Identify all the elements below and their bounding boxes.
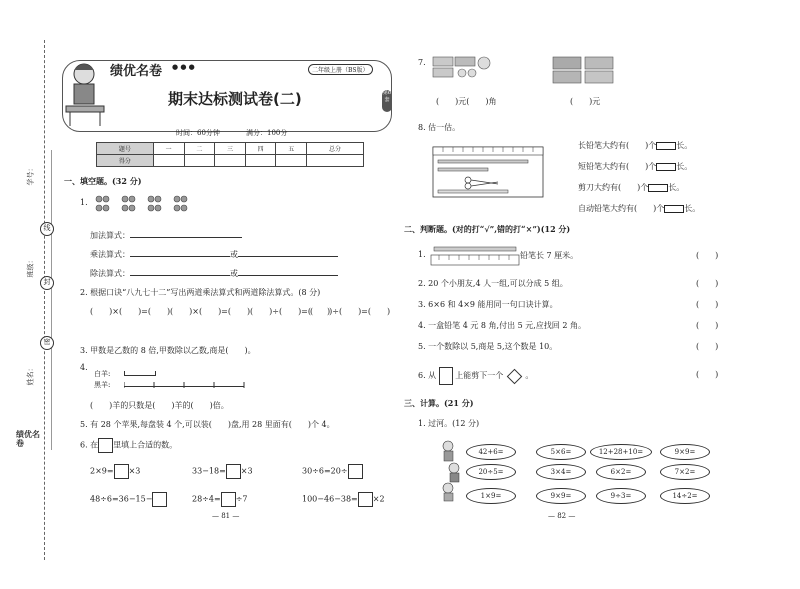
q1-division-blank-2[interactable] — [238, 275, 338, 276]
q2-div-blank-1[interactable]: ( )÷( )=( ) — [250, 307, 331, 316]
q1-or: 或 — [230, 269, 238, 278]
judge-ruler-picture — [430, 244, 520, 266]
q1-addition-row — [90, 230, 242, 241]
score-cell[interactable] — [245, 155, 276, 167]
section1-heading: 一、填空题。(32 分) — [64, 176, 142, 186]
q6-item-1-text: 2×9= — [90, 466, 114, 476]
river-stone[interactable]: 20÷5= — [466, 464, 516, 480]
q7-left-answer[interactable]: ( )元( )角 — [436, 97, 497, 106]
q8-item-4 — [578, 203, 700, 214]
q4-white-label: 白羊: — [94, 370, 111, 378]
page-number-right: — 82 — — [548, 512, 576, 520]
judge-item-5: 5. 一个数除以 5,商是 5,这个数是 10。 — [418, 342, 558, 351]
q6-post: 里填上合适的数。 — [113, 440, 178, 450]
class-label: 班级： — [26, 256, 35, 278]
page-title: 期末达标测试卷(二) — [168, 90, 302, 108]
exam-full-score: 满分：100分 — [246, 129, 288, 137]
q8-item-2-text: 短铅笔大约有( )个 — [578, 162, 657, 171]
river-stone[interactable]: 14÷2= — [660, 488, 710, 504]
score-cell[interactable] — [215, 155, 246, 167]
q8-item-4-text: 自动铅笔大约有( )个 — [578, 204, 665, 213]
judge-answer-1[interactable]: ( ) — [696, 251, 719, 260]
q4-black-label: 黑羊: — [94, 381, 111, 389]
q8-item-4-tail: 长。 — [684, 204, 701, 213]
judge-item-1 — [418, 250, 426, 259]
q8-item-2 — [578, 161, 692, 172]
section3-heading: 三、计算。(21 分) — [404, 398, 474, 408]
score-cell[interactable] — [276, 155, 307, 167]
q6-item-6 — [302, 492, 385, 507]
river-stone[interactable]: 12+28+10= — [590, 444, 652, 460]
q7-right-answer[interactable]: ( )元 — [570, 97, 601, 106]
score-header: 总分 — [307, 143, 364, 155]
q1-addition-blank[interactable] — [130, 237, 242, 238]
q7-money-right — [552, 56, 616, 84]
q8-item-3-text: 剪刀大约有( )个 — [578, 183, 649, 192]
q6-instruction — [80, 438, 177, 453]
q1-or: 或 — [230, 250, 238, 259]
river-children-illustration — [438, 438, 466, 502]
judge-answer-6[interactable]: ( ) — [696, 370, 719, 379]
q3-text: 3. 甲数是乙数的 8 倍,甲数除以乙数,商是( )。 — [80, 346, 256, 355]
q6-item-3-text: 30÷6=20÷ — [302, 466, 348, 476]
q6-answer-box[interactable] — [226, 464, 241, 479]
q6-answer-box[interactable] — [152, 492, 167, 507]
q8-unit-rect — [648, 184, 668, 192]
page-number-left: — 81 — — [212, 512, 240, 520]
q6-item-1-tail: ×3 — [128, 466, 141, 476]
q6-item-5 — [192, 492, 247, 507]
q2-mul-blank-1[interactable]: ( )×( )=( ) — [90, 307, 171, 316]
mascot-illustration — [62, 56, 110, 128]
score-header: 二 — [184, 143, 215, 155]
judge-item-4: 4. 一盒铅笔 4 元 8 角,付出 5 元,应找回 2 角。 — [418, 321, 586, 330]
q1-number: 1. — [80, 198, 88, 207]
q1-pictures — [94, 194, 204, 218]
name-label: 姓名： — [26, 364, 35, 386]
binding-mi-mark: 密 — [40, 336, 54, 350]
side-badge: 第6套 — [382, 90, 392, 112]
q6-item-4 — [90, 492, 167, 507]
q6-item-2-tail: ×3 — [240, 466, 253, 476]
q6-answer-box[interactable] — [221, 492, 236, 507]
q8-item-3-tail: 长。 — [668, 183, 685, 192]
q7-number: 7. — [418, 58, 426, 67]
judge-item-6-text: 6. 从 — [418, 371, 437, 380]
grade-tag: 二年级上册（BS版） — [308, 64, 373, 75]
judge-answer-3[interactable]: ( ) — [696, 300, 719, 309]
river-stone[interactable]: 3×4= — [536, 464, 586, 480]
judge-item-6 — [418, 367, 533, 385]
q1-multiplication-blank-1[interactable] — [130, 256, 230, 257]
binding-feng-mark: 封 — [40, 276, 54, 290]
q8-unit-rect — [664, 205, 684, 213]
judge-item-6-mid: 上能剪下一个 — [455, 371, 504, 380]
paper-shape-icon — [439, 367, 453, 385]
q6-box-sample — [98, 438, 113, 453]
q7-money-left — [432, 56, 494, 78]
judge-item-6-tail: 。 — [525, 371, 534, 380]
river-stone[interactable]: 7×2= — [660, 464, 710, 480]
q1-division-row — [90, 268, 338, 279]
river-stone[interactable]: 6×2= — [596, 464, 646, 480]
q1-multiplication-blank-2[interactable] — [238, 256, 338, 257]
diamond-icon — [507, 368, 523, 384]
q6-item-5-text: 28÷4= — [192, 494, 221, 504]
q6-item-2 — [192, 464, 253, 479]
score-header: 题号 — [97, 143, 154, 155]
binding-dashed-line — [44, 40, 45, 560]
q1-multiplication-row — [90, 249, 338, 260]
q2-mul-blank-2[interactable]: ( )×( )=( ) — [170, 307, 251, 316]
judge-answer-4[interactable]: ( ) — [696, 321, 719, 330]
header-logo: 绩优名卷 — [110, 64, 163, 79]
q8-item-2-tail: 长。 — [676, 162, 693, 171]
exam-time: 时间：60分钟 — [176, 129, 220, 137]
q1-division-label: 除法算式： — [90, 269, 130, 278]
q6-answer-box[interactable] — [114, 464, 129, 479]
q1-addition-label: 加法算式： — [90, 231, 130, 240]
q4-answer-text: ( )羊的只数是( )羊的( )倍。 — [90, 401, 229, 410]
score-header: 三 — [215, 143, 246, 155]
judge-answer-5[interactable]: ( ) — [696, 342, 719, 351]
q1-division-blank-1[interactable] — [130, 275, 230, 276]
score-cell[interactable] — [307, 155, 364, 167]
side-logo: 绩优名卷 — [16, 429, 40, 448]
river-stone[interactable]: 1×9= — [466, 488, 516, 504]
river-stone[interactable]: 9×9= — [536, 488, 586, 504]
q6-item-6-text: 100−46−38= — [302, 494, 358, 504]
section2-heading: 二、判断题。(对的打“√”,错的打“×”)(12 分) — [404, 224, 571, 234]
q6-item-3 — [302, 464, 363, 479]
river-stone[interactable]: 9÷3= — [596, 488, 646, 504]
q8-ruler-picture — [432, 146, 544, 198]
q8-item-1 — [578, 140, 692, 151]
q5-text: 5. 有 28 个苹果,每盘装 4 个,可以装( )盘,用 28 里面有( )个 4。 — [80, 420, 335, 429]
judge-item-2: 2. 20 个小朋友,4 人一组,可以分成 5 组。 — [418, 279, 568, 288]
q8-heading: 8. 估一估。 — [418, 123, 461, 132]
judge-answer-2[interactable]: ( ) — [696, 279, 719, 288]
score-header: 四 — [245, 143, 276, 155]
q8-unit-rect — [656, 163, 676, 171]
q4-black-bar — [124, 382, 244, 387]
q6-item-6-tail: ×2 — [372, 494, 385, 504]
river-stone[interactable]: 9×9= — [660, 444, 710, 460]
river-stone[interactable]: 5×6= — [536, 444, 586, 460]
q6-item-2-text: 33−18= — [192, 466, 226, 476]
q2-div-blank-2[interactable]: ( )÷( )=( ) — [310, 307, 391, 316]
q6-answer-box[interactable] — [358, 492, 373, 507]
judge-item-1-tail: 铅笔长 7 厘米。 — [520, 251, 579, 260]
q1-multiplication-label: 乘法算式： — [90, 250, 130, 259]
q6-item-1 — [90, 464, 140, 479]
q8-unit-rect — [656, 142, 676, 150]
header-dots: ● ● ● — [172, 63, 195, 71]
judge-item-3: 3. 6×6 和 4×9 能用同一句口诀计算。 — [418, 300, 558, 309]
q6-pre: 6. 在 — [80, 440, 99, 450]
q6-item-5-tail: ÷7 — [235, 494, 248, 504]
score-table — [96, 142, 364, 167]
q8-item-1-tail: 长。 — [676, 141, 693, 150]
binding-xian-mark: 线 — [40, 222, 54, 236]
score-row-label: 得分 — [97, 155, 154, 167]
score-cell[interactable] — [153, 155, 184, 167]
section3-sub: 1. 过河。(12 分) — [418, 419, 480, 428]
q8-item-3 — [578, 182, 684, 193]
q6-answer-box[interactable] — [348, 464, 363, 479]
q8-item-1-text: 长铅笔大约有( )个 — [578, 141, 657, 150]
binding-solid-line — [51, 150, 52, 450]
river-stone[interactable]: 42+6= — [466, 444, 516, 460]
q4-number: 4. — [80, 363, 88, 372]
score-cell[interactable] — [184, 155, 215, 167]
student-number-label: 学号： — [26, 164, 35, 186]
score-header: 一 — [153, 143, 184, 155]
q2-text: 2. 根据口诀“八九七十二”写出两道乘法算式和两道除法算式。(8 分) — [80, 288, 321, 297]
judge-item-1-num: 1. — [418, 250, 426, 259]
score-header: 五 — [276, 143, 307, 155]
q6-item-4-text: 48÷6=36−15− — [90, 494, 153, 504]
q4-white-bar — [124, 371, 156, 376]
